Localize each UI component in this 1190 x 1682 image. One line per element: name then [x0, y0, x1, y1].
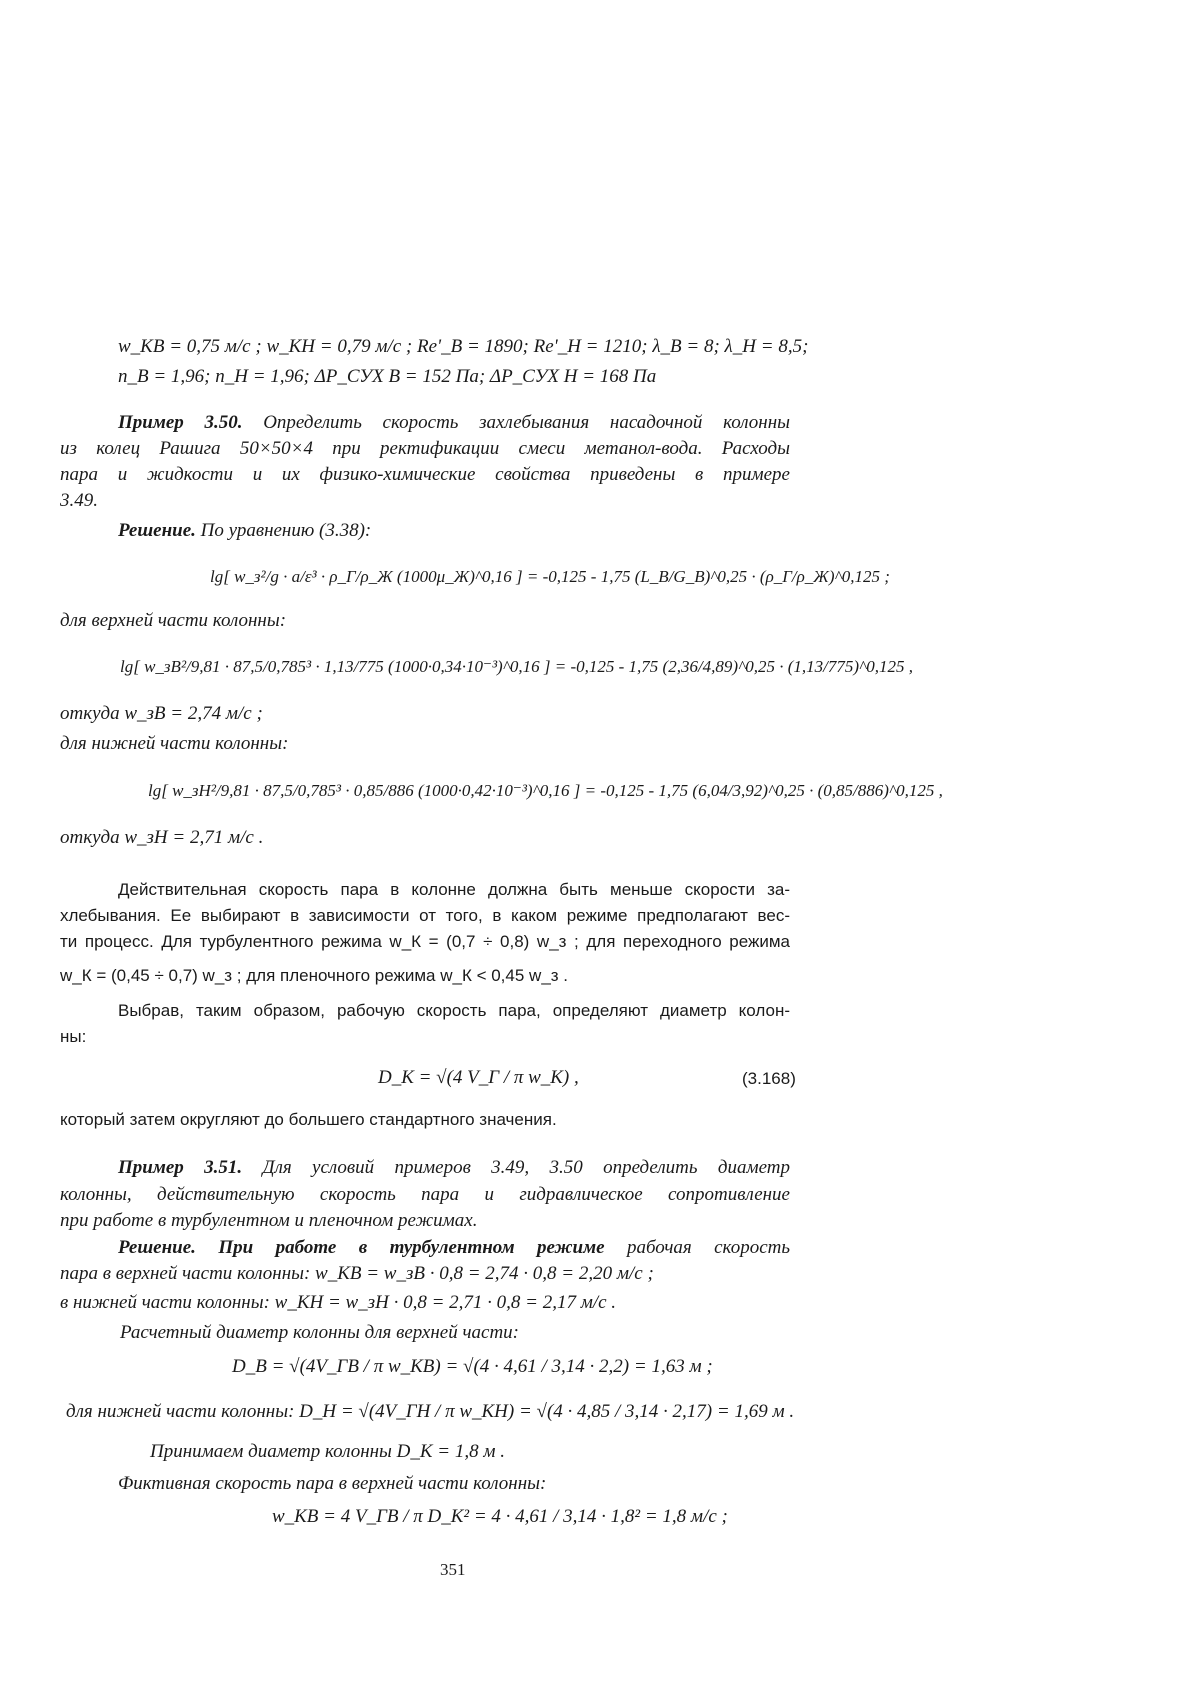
example-351-line-11: w_КВ = 4 V_ГВ / π D_К² = 4 · 4,61 / 3,14 · 1,8² = 1,8 м/с ;: [272, 1506, 728, 1527]
example-351-line-8: для нижней части колонны: D_Н = √(4V_ГН / π w_КН) = √(4 · 4,85 / 3,14 · 2,17) = 1,69 м .: [66, 1401, 795, 1422]
paragraph-1-line-2: хлебывания. Ее выбирают в зависимости от того, в каком режиме предполагают вес-: [60, 906, 790, 925]
example-351-text-1: Для условий примеров 3.49, 3.50 определить диаметр: [262, 1157, 790, 1178]
formula-number: (3.168): [742, 1069, 796, 1088]
upper-part-label: для верхней части колонны:: [60, 610, 287, 631]
example-351-line-9: Принимаем диаметр колонны D_К = 1,8 м .: [150, 1441, 505, 1462]
solution-351-text: рабочая скорость: [627, 1237, 791, 1258]
paragraph-1-line-4: w_К = (0,45 ÷ 0,7) w_з ; для пленочного режима w_К < 0,45 w_з .: [60, 966, 569, 985]
example-350-line-1: [60, 412, 790, 434]
example-350-line-4: 3.49.: [60, 490, 98, 511]
paragraph-2-line-1: Выбрав, таким образом, рабочую скорость пара, определяют диаметр колон-: [118, 1001, 790, 1020]
example-351-line-5: в нижней части колонны: w_КН = w_зН · 0,8 = 2,71 · 0,8 = 2,17 м/с .: [60, 1292, 617, 1313]
page-number: 351: [440, 1560, 466, 1579]
result-line-1: w_KB = 0,75 м/с ; w_KH = 0,79 м/с ; Re'_B = 1890; Re'_H = 1210; λ_B = 8; λ_H = 8,5;: [118, 336, 809, 357]
solution-text: По уравнению (3.38):: [200, 520, 372, 541]
lower-part-label: для нижней части колонны:: [60, 733, 289, 754]
formula-3-168: D_К = √(4 V_Г / π w_К) ,: [378, 1067, 579, 1088]
solution-351-label: Решение. При работе в турбулентном режиме: [118, 1237, 605, 1258]
result-lower: откуда w_зН = 2,71 м/с .: [60, 827, 264, 848]
example-351-line-4: пара в верхней части колонны: w_КВ = w_зВ · 0,8 = 2,74 · 0,8 = 2,20 м/с ;: [60, 1263, 654, 1284]
example-350-solution: [118, 520, 371, 542]
example-351-line-2: колонны, действительную скорость пара и гидравлическое сопротивление: [60, 1184, 790, 1205]
paragraph-1-line-3: ти процесс. Для турбулентного режима w_К = (0,7 ÷ 0,8) w_з ; для переходного режима: [60, 932, 790, 951]
equation-lower: lg[ w_зН²/9,81 · 87,5/0,785³ · 0,85/886 (1000·0,42·10⁻³)^0,16 ] = -0,125 - 1,75 (6,04/3,92)^0,25 · (0,85/886)^0,125 ,: [148, 781, 943, 800]
example-350-label: Пример 3.50.: [118, 412, 243, 433]
example-351-line-10: Фиктивная скорость пара в верхней части колонны:: [118, 1473, 547, 1494]
paragraph-2-line-2: ны:: [60, 1027, 87, 1046]
example-350-line-2: из колец Рашига 50×50×4 при ректификации смеси метанол-вода. Расходы: [60, 438, 790, 459]
example-351-line-3: при работе в турбулентном и пленочном режимах.: [60, 1210, 478, 1231]
example-350-text-1: Определить скорость захлебывания насадочной колонны: [263, 412, 791, 433]
solution-label: Решение.: [118, 520, 196, 541]
paragraph-3: который затем округляют до большего стандартного значения.: [60, 1110, 557, 1129]
result-upper: откуда w_зВ = 2,74 м/с ;: [60, 703, 263, 724]
example-351-line-6: Расчетный диаметр колонны для верхней части:: [120, 1322, 520, 1343]
equation-general: lg[ w_з²/g · a/ε³ · ρ_Г/ρ_Ж (1000μ_Ж)^0,16 ] = -0,125 - 1,75 (L_В/G_В)^0,25 · (ρ_Г/ρ_Ж)^0,125 ;: [210, 567, 890, 586]
paragraph-1-line-1: Действительная скорость пара в колонне должна быть меньше скорости за-: [118, 880, 790, 899]
equation-upper: lg[ w_зВ²/9,81 · 87,5/0,785³ · 1,13/775 (1000·0,34·10⁻³)^0,16 ] = -0,125 - 1,75 (2,36/4,89)^0,25 · (1,13/775)^0,125 ,: [120, 657, 913, 676]
example-351-line-1: [60, 1157, 790, 1179]
result-line-2: n_B = 1,96; n_H = 1,96; ΔP_СУХ B = 152 Па; ΔP_СУХ Н = 168 Па: [118, 366, 657, 387]
example-351-line-7: D_В = √(4V_ГВ / π w_КВ) = √(4 · 4,61 / 3,14 · 2,2) = 1,63 м ;: [232, 1356, 713, 1377]
example-351-label: Пример 3.51.: [118, 1157, 243, 1178]
example-351-solution: [118, 1237, 790, 1259]
example-350-line-3: пара и жидкости и их физико-химические свойства приведены в примере: [60, 464, 790, 485]
